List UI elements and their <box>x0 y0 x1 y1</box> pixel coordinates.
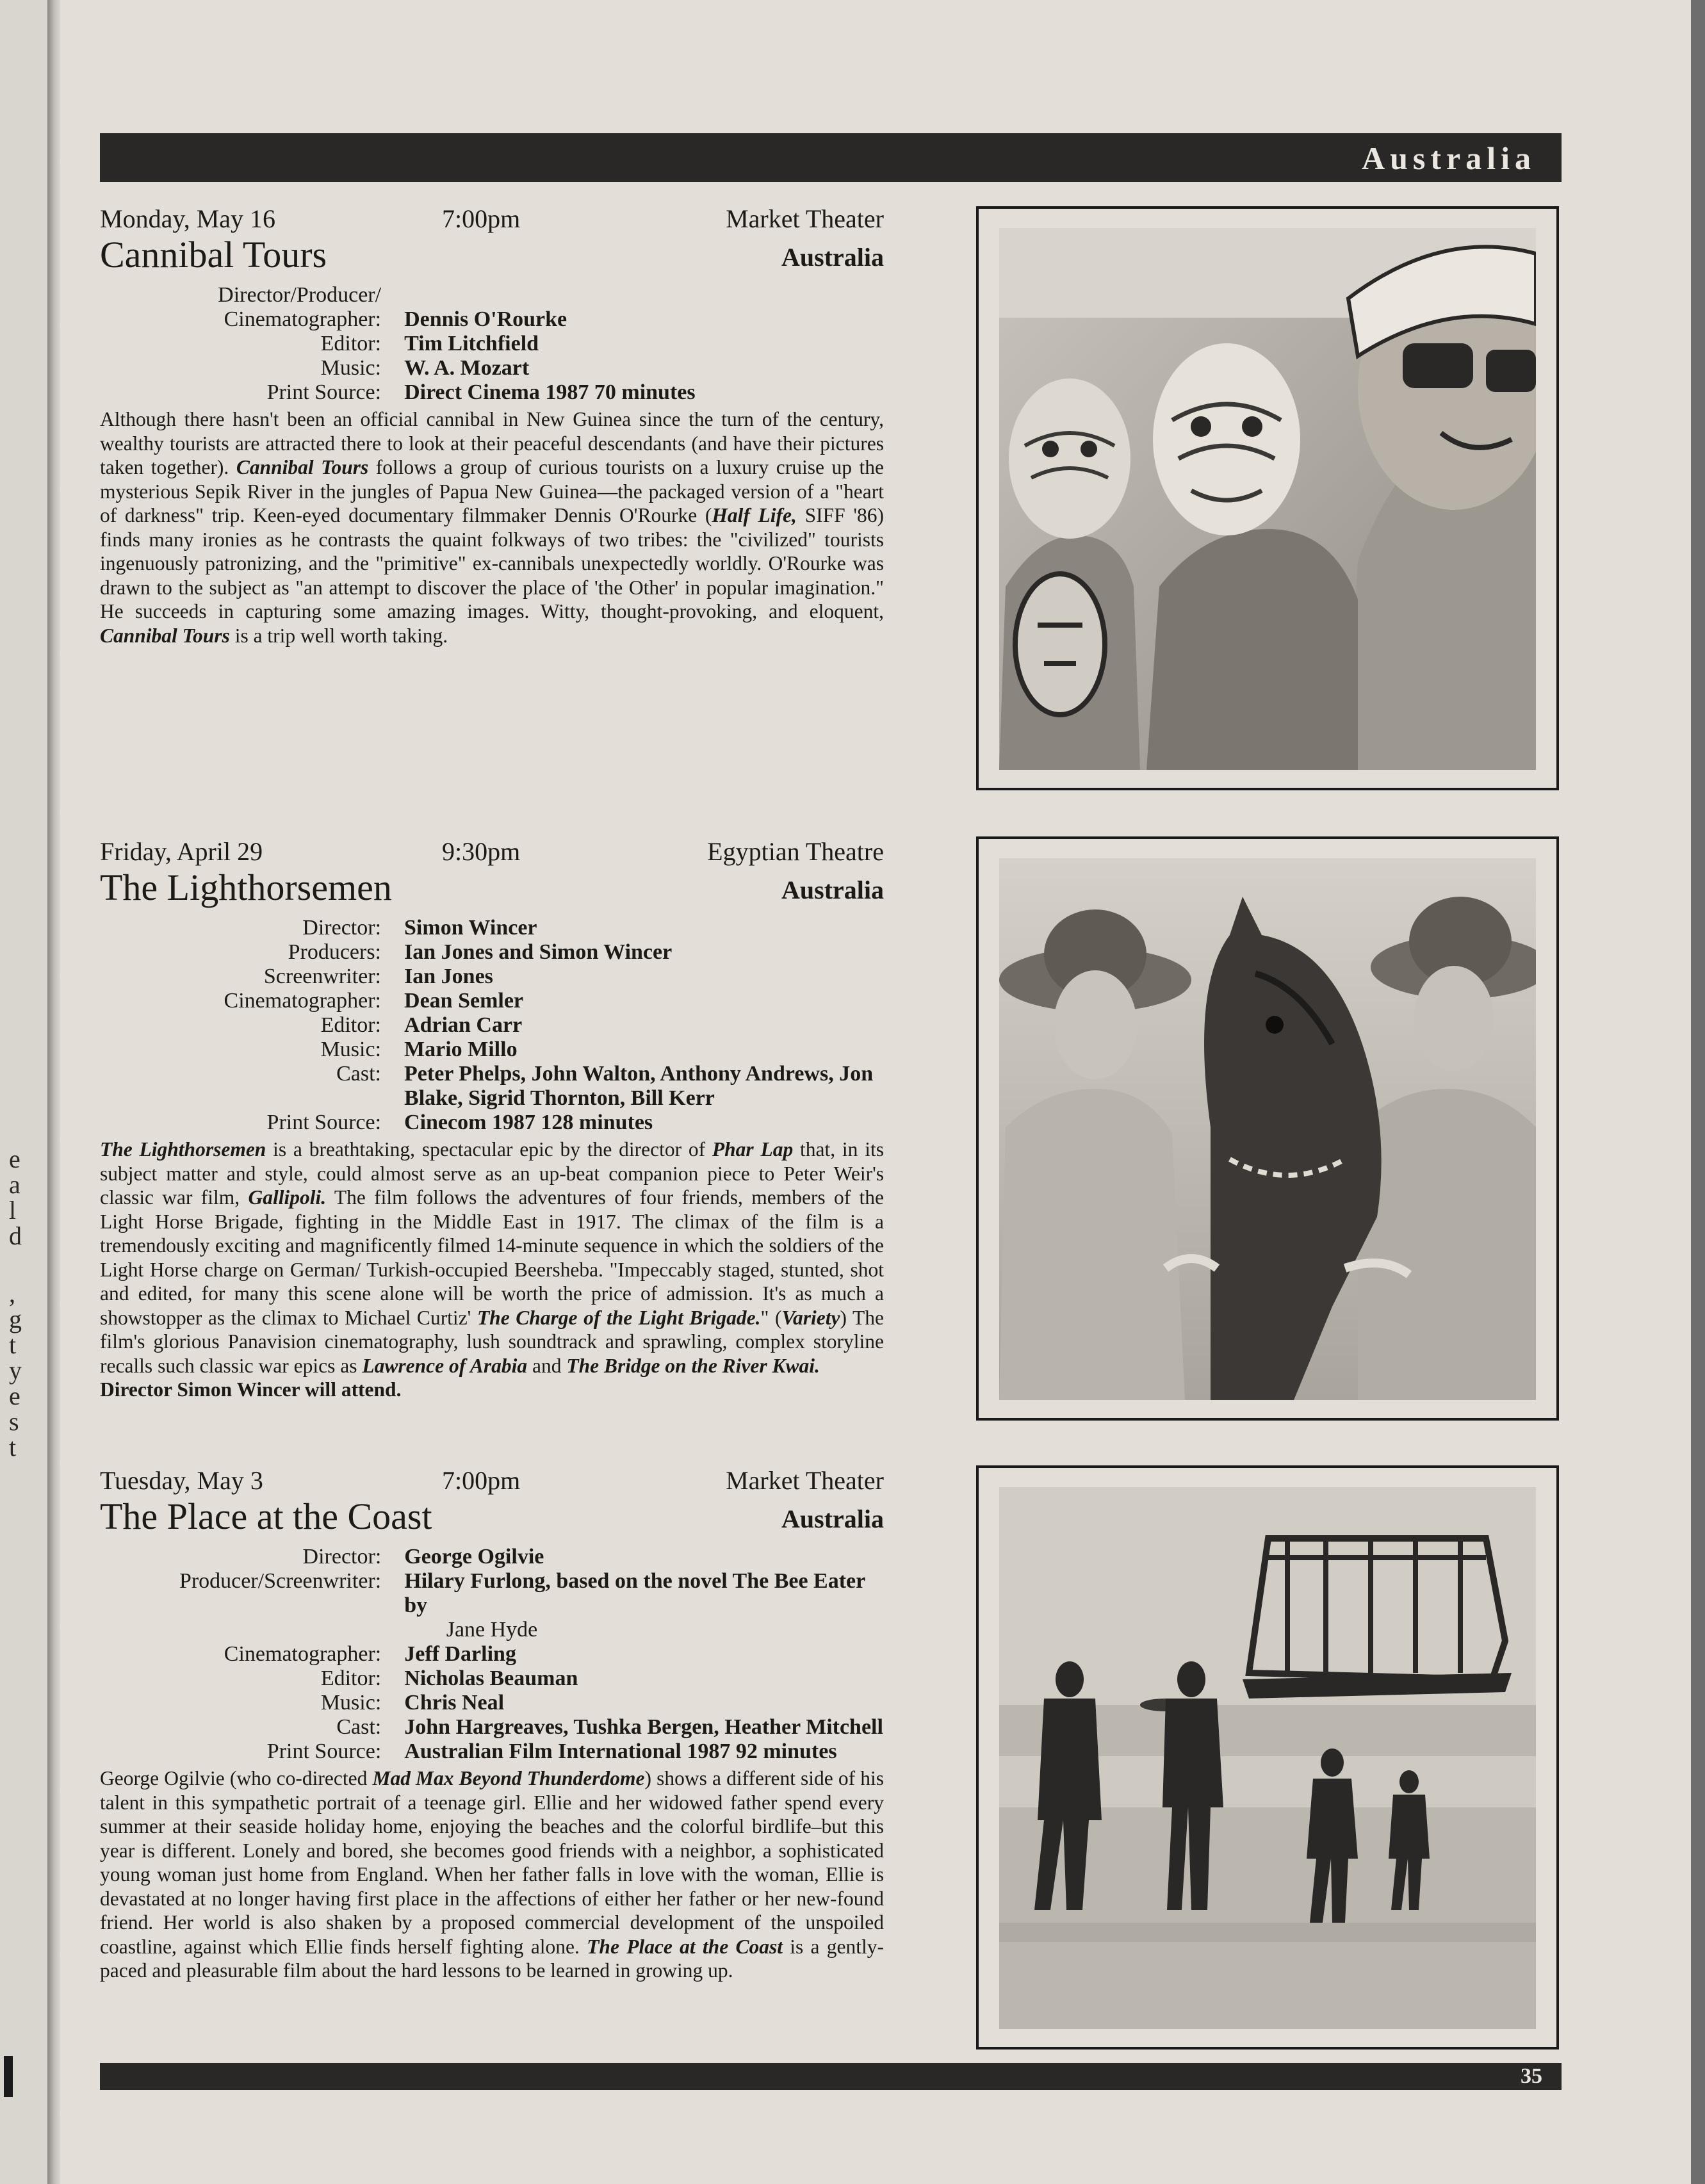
credit-row <box>100 1013 884 1038</box>
screening-venue: Market Theater <box>726 1466 884 1495</box>
credit-row <box>100 1642 884 1667</box>
credit-value: Ian Jones and Simon Wincer <box>404 940 673 964</box>
film-description <box>100 407 884 648</box>
credit-value: Peter Phelps, John Walton, Anthony Andrews, Jon Blake, Sigrid Thornton, Bill Kerr <box>404 1062 874 1110</box>
credit-value: Mario Millo <box>404 1038 518 1061</box>
prev-page-char: l <box>9 1196 17 1225</box>
credit-row <box>100 916 884 940</box>
screening-time: 9:30pm <box>442 837 521 866</box>
credit-role: Producers: <box>288 940 382 964</box>
description-text: is a gently-paced and pleasurable film about the hard lessons to be learned in growing up. <box>100 1935 884 1982</box>
italic-title-text: The Charge of the Light Brigade. <box>477 1306 761 1329</box>
italic-title-text: Cannibal Tours <box>100 624 230 647</box>
credits-table <box>100 1545 884 1764</box>
prev-page-char: s <box>9 1407 19 1436</box>
credit-value: Australian Film International 1987 92 minutes <box>404 1740 837 1763</box>
italic-title-text: Phar Lap <box>712 1138 794 1161</box>
screening-date: Friday, April 29 <box>100 837 263 866</box>
credit-row <box>100 1667 884 1691</box>
credit-continuation: Jane Hyde <box>446 1618 538 1642</box>
screening-time: 7:00pm <box>442 1466 521 1495</box>
description-text: is a trip well worth taking. <box>229 624 448 647</box>
italic-title-text: The Bridge on the River Kwai. <box>566 1354 820 1377</box>
credit-row <box>100 1111 884 1135</box>
horsemen-with-horse-photo <box>999 858 1536 1400</box>
page-number: 35 <box>1521 2064 1542 2088</box>
description-text: The film follows the adventures of four friends, members of the Light Horse Brigade, fighting in the Middle East in 1917. The climax of the film is a tremendously exciting and magnificently filmed 14-minute sequence in which the soldiers of the Light Horse charge on German/ Turkish-occupied Beersheba. "Impeccably staged, stunted, shot and edited, for many this scene alone will be worth the price of admission. It's as much a showstopper as the climax to Michael Curtiz' <box>100 1186 885 1329</box>
credit-role: Director: <box>302 1545 382 1569</box>
film-still-cannibal-tours <box>976 206 1559 790</box>
prev-page-block <box>4 2056 13 2097</box>
tourists-face-paint-photo <box>999 228 1536 770</box>
film-entry <box>100 1465 884 1983</box>
credit-role: Cinematographer: <box>224 989 382 1013</box>
film-entry <box>100 204 884 648</box>
credit-role: Music: <box>320 1038 382 1061</box>
italic-title-text: Variety <box>781 1306 840 1329</box>
italic-title-text: Mad Max Beyond Thunderdome <box>372 1767 645 1789</box>
film-country: Australia <box>781 876 884 904</box>
screening-info <box>100 836 884 870</box>
credit-value: Ian Jones <box>404 965 493 988</box>
prev-page-char: t <box>9 1330 17 1359</box>
credit-role: Editor: <box>320 1013 382 1037</box>
prev-page-char: , <box>9 1279 15 1308</box>
credit-row <box>100 965 884 989</box>
credit-value: W. A. Mozart <box>404 356 530 380</box>
credit-role: Music: <box>320 356 382 380</box>
description-text: follows a group of curious tourists on a luxury cruise up the mysterious Sepik River in the jungles of Papua New Guinea—the packaged version of a "heart of darkness" trip. Keen-eyed documentary filmmaker Dennis O'Rourke ( <box>100 456 884 526</box>
credit-row <box>100 356 884 380</box>
screening-venue: Egyptian Theatre <box>707 837 884 866</box>
credit-role: Cast: <box>336 1715 382 1739</box>
italic-title-text: Half Life, <box>712 504 797 526</box>
film-country: Australia <box>781 243 884 272</box>
screening-venue: Market Theater <box>726 204 884 233</box>
prev-page-char: a <box>9 1170 20 1199</box>
prev-page-char: g <box>9 1305 22 1333</box>
credit-row <box>100 1691 884 1715</box>
credit-row <box>100 307 884 332</box>
section-label: Australia <box>1362 140 1536 176</box>
credit-role: Director/Producer/ <box>218 283 382 307</box>
credit-value: John Hargreaves, Tushka Bergen, Heather Mitchell <box>404 1715 883 1739</box>
film-title: The Lighthorsemen <box>100 867 392 908</box>
credit-value: Chris Neal <box>404 1691 505 1715</box>
credit-row <box>100 1715 884 1740</box>
description-text: Although there hasn't been an official cannibal in New Guinea since the turn of the century, wealthy tourists are attracted there to look at their peaceful descendants (and have their pictures taken together). <box>100 408 884 478</box>
credits-table <box>100 283 884 405</box>
prev-page-char: t <box>9 1433 17 1462</box>
credit-row <box>100 283 884 307</box>
credit-value: Dean Semler <box>404 989 524 1013</box>
credit-role: Producer/Screenwriter: <box>179 1569 382 1593</box>
screening-date: Monday, May 16 <box>100 204 276 233</box>
program-page <box>60 0 1691 2184</box>
screening-date: Tuesday, May 3 <box>100 1466 263 1495</box>
credit-value <box>404 283 884 307</box>
credit-role: Editor: <box>320 1667 382 1690</box>
description-text: George Ogilvie (who co-directed <box>100 1767 373 1789</box>
film-title: The Place at the Coast <box>100 1495 432 1537</box>
film-still-place-at-the-coast <box>976 1465 1559 2050</box>
italic-title-text: Gallipoli. <box>248 1186 327 1209</box>
prev-page-char: y <box>9 1356 22 1385</box>
description-text: that, in its subject matter and style, could almost serve as an up-beat companion piece to Peter Weir's classic war film, <box>100 1138 884 1209</box>
beach-shipwreck-photo <box>999 1487 1536 2029</box>
film-still-lighthorsemen <box>976 836 1559 1421</box>
screening-info <box>100 1465 884 1499</box>
footer-band <box>100 2063 1562 2090</box>
screening-info <box>100 204 884 237</box>
credit-row <box>100 1569 884 1618</box>
credit-role: Cast: <box>336 1062 382 1086</box>
previous-page-edge <box>0 0 47 2184</box>
credit-role: Print Source: <box>266 1740 382 1763</box>
credit-role: Music: <box>320 1691 382 1715</box>
prev-page-char: e <box>9 1145 20 1173</box>
credit-row <box>100 940 884 965</box>
section-header-band <box>100 133 1562 182</box>
description-text: ) The film's glorious Panavision cinematography, lush soundtrack and sprawling, complex storyline recalls such classic war epics as <box>100 1306 884 1377</box>
film-entry <box>100 836 884 1402</box>
credit-role: Print Source: <box>266 380 382 404</box>
credit-value: Tim Litchfield <box>404 332 539 355</box>
prev-page-char: d <box>9 1221 22 1250</box>
italic-title-text: The Place at the Coast <box>587 1935 783 1958</box>
book-gutter <box>47 0 60 2184</box>
credit-role: Cinematographer: <box>224 307 382 331</box>
credit-value: Jeff Darling <box>404 1642 516 1666</box>
prev-page-char: e <box>9 1381 20 1410</box>
credit-value: George Ogilvie <box>404 1545 544 1569</box>
credit-row <box>100 1545 884 1569</box>
italic-title-text: The Lighthorsemen <box>100 1138 266 1161</box>
credit-row <box>100 1740 884 1764</box>
film-country: Australia <box>781 1504 884 1533</box>
description-text: SIFF '86) finds many ironies as he contrasts the quaint folkways of two tribes: the "civilized" tourists ingenuously patronizing, and the "primitive" ex-cannibals unexpectedly worldly. O'Rourke was drawn to the subject as "an attempt to discover the place of 'the Other' in popular imagination." He succeeds in capturing some amazing images. Witty, thought-provoking, and eloquent, <box>100 504 884 623</box>
credit-role: Editor: <box>320 332 382 355</box>
credit-role: Cinematographer: <box>224 1642 382 1666</box>
description-text: " ( <box>760 1306 782 1329</box>
credit-value: Dennis O'Rourke <box>404 307 567 331</box>
credit-value: Simon Wincer <box>404 916 537 940</box>
credit-value: Direct Cinema 1987 70 minutes <box>404 380 696 404</box>
credit-row <box>100 1062 884 1111</box>
title-row <box>100 867 884 915</box>
credits-table <box>100 916 884 1135</box>
credit-row <box>100 1038 884 1062</box>
credit-value: Adrian Carr <box>404 1013 523 1037</box>
film-description <box>100 1137 884 1378</box>
credit-value: Hilary Furlong, based on the novel The Bee Eater by <box>404 1569 865 1617</box>
credit-role: Screenwriter: <box>263 965 382 988</box>
film-description <box>100 1766 884 1983</box>
credit-row <box>100 1618 884 1642</box>
description-text: and <box>527 1354 567 1377</box>
credit-value: Nicholas Beauman <box>404 1667 578 1690</box>
credit-role: Print Source: <box>266 1111 382 1134</box>
credit-row <box>100 332 884 356</box>
director-attending-note: Director Simon Wincer will attend. <box>100 1378 402 1401</box>
credit-row <box>100 989 884 1013</box>
screening-time: 7:00pm <box>442 204 521 233</box>
title-row <box>100 234 884 282</box>
credit-row <box>100 380 884 405</box>
italic-title-text: Cannibal Tours <box>236 456 369 478</box>
title-row <box>100 1495 884 1544</box>
credit-value: Cinecom 1987 128 minutes <box>404 1111 653 1134</box>
credit-role: Director: <box>302 916 382 940</box>
description-text: is a breathtaking, spectacular epic by the director of <box>266 1138 712 1161</box>
film-title: Cannibal Tours <box>100 234 327 275</box>
description-text: ) shows a different side of his talent in this sympathetic portrait of a teenage girl. Ellie and her widowed father spend every summer at their seaside holiday home, enjoying the beaches and the colorful birdlife–but this year is different. Lonely and bored, she becomes good friends with a neighbor, a sophisticated young woman just home from England. When her father falls in love with the woman, Ellie is devastated at no longer having first place in the affections of either her father or her new-found friend. Her world is also shaken by a proposed commercial development of the unspoiled coastline, against which Ellie finds herself fighting alone. <box>100 1767 885 1958</box>
italic-title-text: Lawrence of Arabia <box>362 1354 528 1377</box>
